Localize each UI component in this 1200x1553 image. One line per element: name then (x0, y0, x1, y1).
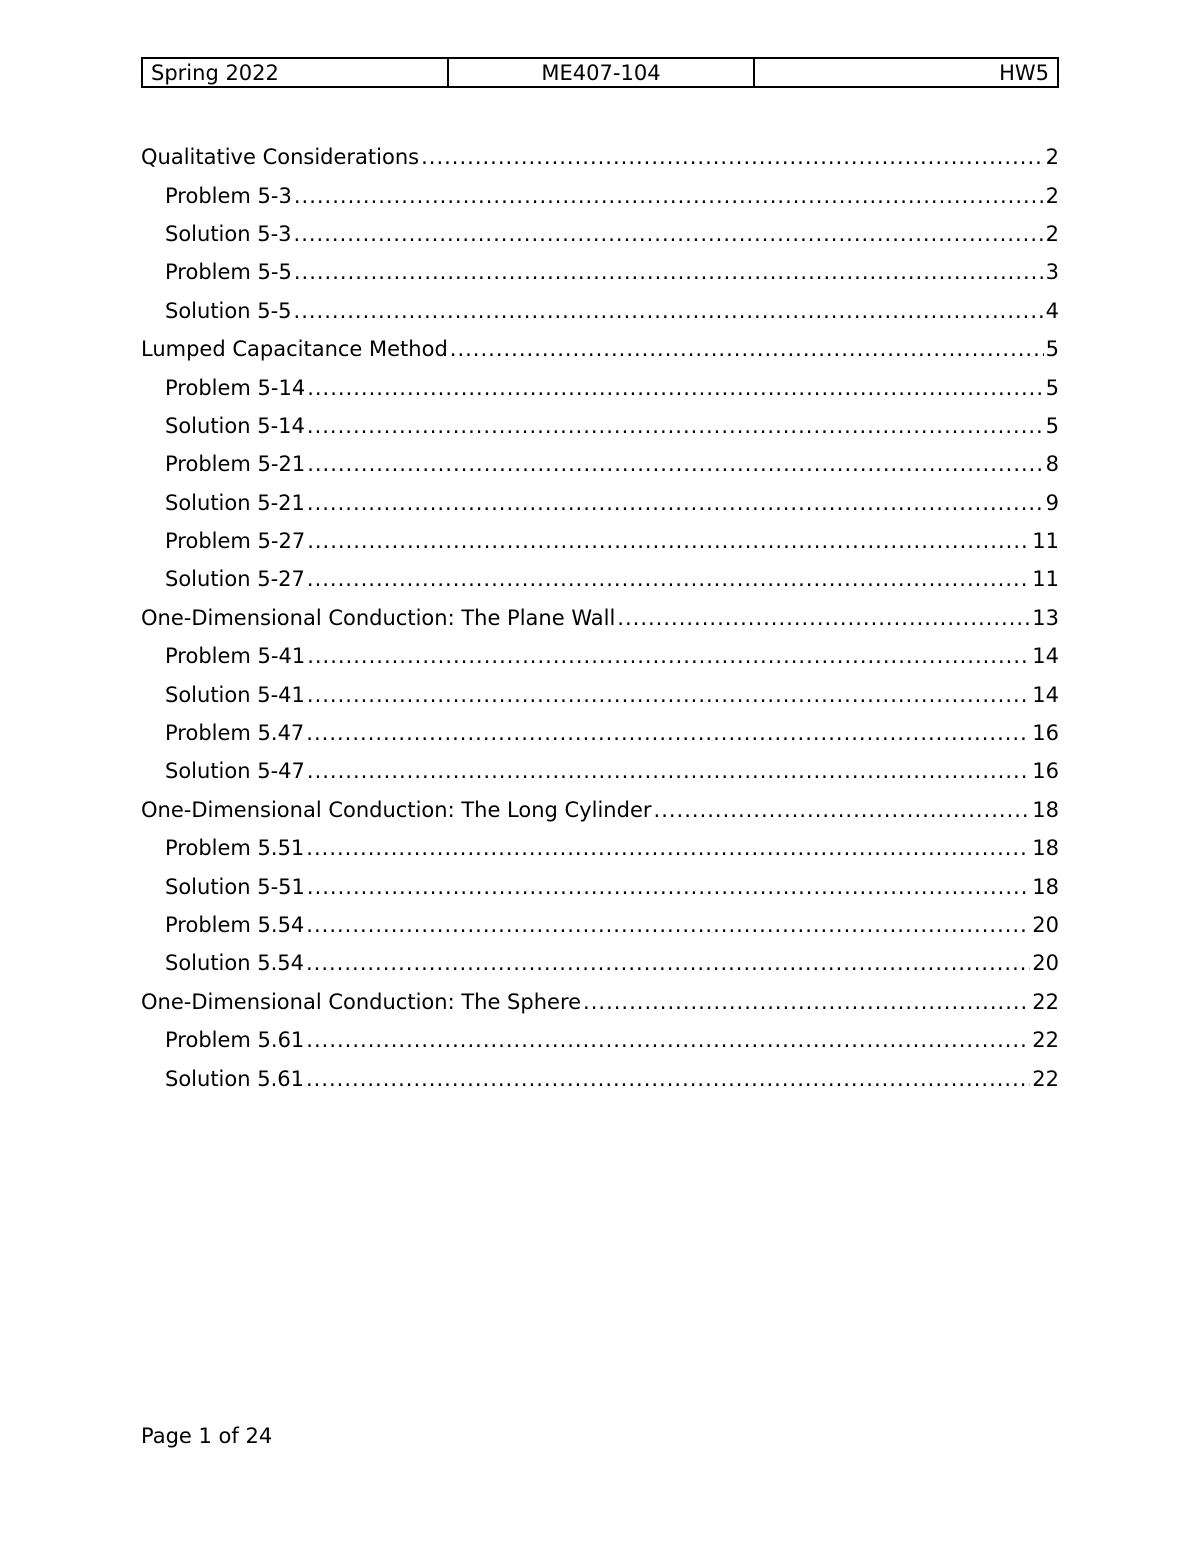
toc-leader (307, 491, 1044, 515)
toc-entry-page: 22 (1032, 1066, 1059, 1091)
toc-entry-title: One-Dimensional Conduction: The Sphere (141, 989, 582, 1014)
toc-leader (421, 145, 1044, 169)
toc-entry-page: 8 (1045, 452, 1059, 477)
toc-leader (294, 299, 1044, 323)
toc-entry-title: Solution 5-51 (165, 874, 305, 899)
toc-entry[interactable] (141, 675, 1059, 713)
toc-leader (294, 222, 1044, 246)
toc-entry-page: 2 (1045, 145, 1059, 170)
toc-entry-title: Problem 5.61 (165, 1028, 305, 1053)
toc-leader (306, 836, 1030, 860)
toc-entry-title: Solution 5-5 (165, 298, 292, 323)
page-number-footer: Page 1 of 24 (141, 1424, 273, 1448)
toc-entry-page: 18 (1032, 874, 1059, 899)
toc-entry-page: 4 (1045, 298, 1059, 323)
toc-entry[interactable] (141, 906, 1059, 944)
toc-entry[interactable] (141, 330, 1059, 368)
toc-entry[interactable] (141, 292, 1059, 330)
toc-leader (307, 759, 1030, 783)
page-header (141, 57, 1059, 88)
toc-entry-title: Solution 5-14 (165, 413, 305, 438)
toc-entry-page: 16 (1032, 759, 1059, 784)
toc-entry-title: Problem 5-5 (165, 260, 292, 285)
toc-leader (294, 260, 1044, 284)
toc-leader (307, 644, 1030, 668)
toc-entry-page: 2 (1045, 183, 1059, 208)
toc-entry-page: 5 (1045, 337, 1059, 362)
toc-entry-title: One-Dimensional Conduction: The Long Cylinder (141, 797, 652, 822)
toc-entry-title: Problem 5-3 (165, 183, 292, 208)
toc-entry[interactable] (141, 1059, 1059, 1097)
toc-entry-title: Problem 5.54 (165, 913, 305, 937)
toc-entry-title: Solution 5.54 (165, 951, 304, 976)
toc-entry[interactable] (141, 829, 1059, 867)
toc-entry[interactable] (141, 368, 1059, 406)
toc-entry-page: 11 (1032, 529, 1059, 554)
toc-leader (306, 913, 1030, 937)
toc-entry[interactable] (141, 522, 1059, 560)
toc-entry-title: Problem 5.47 (165, 721, 305, 746)
toc-entry-page: 20 (1032, 951, 1059, 976)
toc-entry-page: 22 (1032, 989, 1059, 1014)
toc-leader (306, 951, 1030, 975)
toc-entry-title: Qualitative Considerations (141, 145, 420, 170)
toc-entry-page: 18 (1032, 836, 1059, 861)
toc-entry[interactable] (141, 791, 1059, 829)
toc-leader (617, 606, 1030, 630)
toc-entry-page: 3 (1045, 260, 1059, 285)
toc-leader (307, 414, 1044, 438)
toc-entry-page: 14 (1032, 644, 1059, 669)
toc-entry[interactable] (141, 752, 1059, 790)
toc-entry[interactable] (141, 944, 1059, 982)
toc-leader (306, 1028, 1030, 1052)
toc-entry-title: Solution 5-47 (165, 759, 305, 784)
toc-entry-title: Problem 5-27 (165, 529, 306, 554)
toc-leader (306, 721, 1030, 745)
toc-entry-title: Solution 5.61 (165, 1066, 304, 1091)
toc-leader (654, 798, 1031, 822)
toc-entry-title: Problem 5-41 (165, 644, 306, 669)
toc-leader (307, 376, 1043, 400)
toc-leader (307, 529, 1030, 553)
toc-leader (307, 683, 1030, 707)
toc-leader (583, 990, 1030, 1014)
toc-entry-page: 2 (1045, 221, 1059, 246)
toc-entry-page: 20 (1032, 913, 1059, 937)
toc-entry-title: Solution 5-21 (165, 490, 305, 515)
toc-leader (294, 184, 1044, 208)
toc-entry[interactable] (141, 599, 1059, 637)
toc-leader (450, 337, 1044, 361)
toc-entry-page: 11 (1032, 567, 1059, 592)
toc-entry[interactable] (141, 176, 1059, 214)
toc-entry-title: Problem 5-14 (165, 375, 306, 400)
toc-leader (307, 875, 1030, 899)
table-of-contents (141, 138, 1059, 1098)
toc-entry-title: Solution 5-41 (165, 682, 305, 707)
toc-entry[interactable] (141, 138, 1059, 176)
toc-entry-page: 18 (1032, 797, 1059, 822)
toc-entry[interactable] (141, 867, 1059, 905)
toc-entry[interactable] (141, 1021, 1059, 1059)
toc-entry-title: Problem 5-21 (165, 452, 306, 477)
toc-entry-page: 5 (1045, 413, 1059, 438)
toc-entry[interactable] (141, 484, 1059, 522)
toc-entry-page: 22 (1032, 1028, 1059, 1053)
header-assignment: HW5 (999, 60, 1049, 85)
toc-leader (306, 1067, 1030, 1091)
header-course: ME407-104 (449, 59, 755, 86)
toc-entry-title: Solution 5-27 (165, 567, 305, 592)
toc-entry[interactable] (141, 407, 1059, 445)
toc-entry-page: 13 (1032, 605, 1059, 630)
toc-entry-page: 16 (1032, 721, 1059, 746)
toc-entry[interactable] (141, 983, 1059, 1021)
header-term: Spring 2022 (143, 59, 449, 86)
toc-entry-title: Lumped Capacitance Method (141, 337, 448, 362)
toc-entry-title: Problem 5.51 (165, 836, 305, 861)
toc-entry-title: One-Dimensional Conduction: The Plane Wall (141, 605, 616, 630)
toc-entry-page: 5 (1045, 375, 1059, 400)
toc-entry-title: Solution 5-3 (165, 221, 292, 246)
toc-entry[interactable] (141, 714, 1059, 752)
toc-leader (307, 452, 1043, 476)
toc-entry[interactable] (141, 253, 1059, 291)
toc-entry[interactable] (141, 215, 1059, 253)
toc-entry-page: 14 (1032, 682, 1059, 707)
toc-entry[interactable] (141, 560, 1059, 598)
toc-entry-page: 9 (1045, 490, 1059, 515)
toc-entry[interactable] (141, 637, 1059, 675)
toc-leader (307, 567, 1030, 591)
toc-entry[interactable] (141, 445, 1059, 483)
